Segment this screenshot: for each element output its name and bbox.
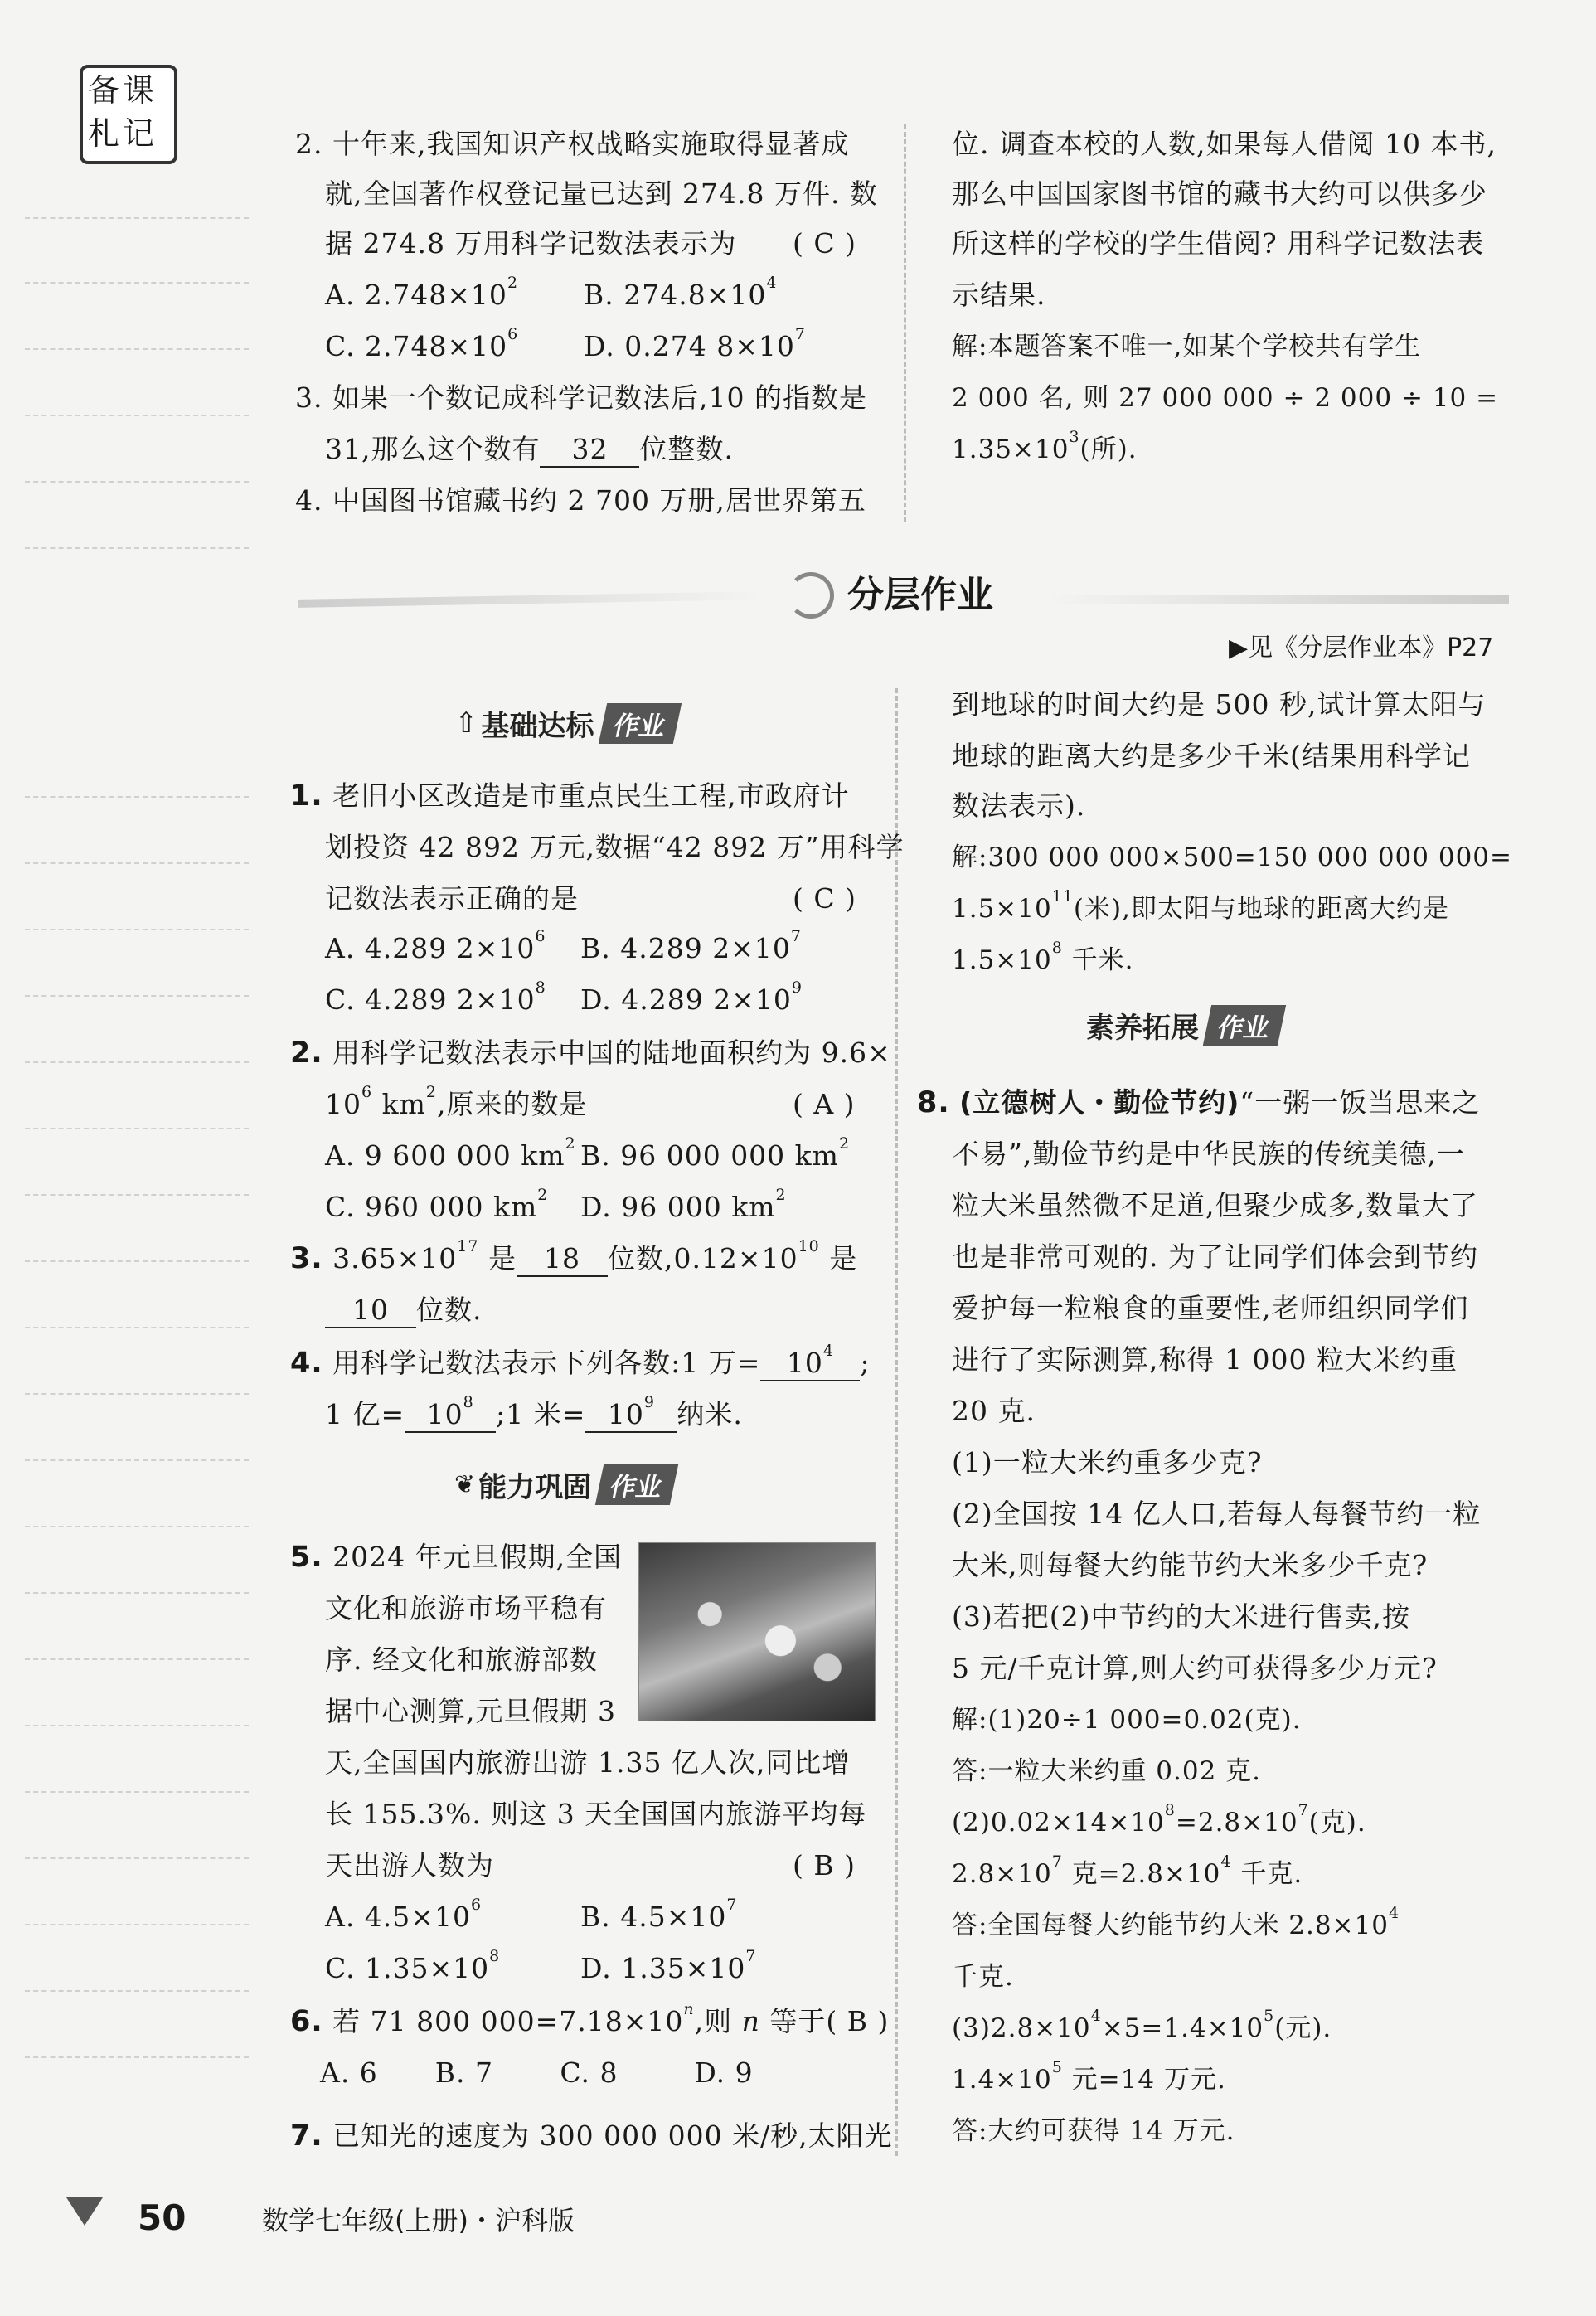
options-row: A. 6 B. 7 C. 8 D. 9	[320, 2056, 754, 2089]
question-text: 据中心测算,元旦假期 3	[325, 1695, 616, 1727]
question-text: 5 元/千克计算,则大约可获得多少万元?	[952, 1652, 1438, 1684]
solution-text: 解:(1)20÷1 000=0.02(克).	[952, 1705, 1302, 1735]
question-text: 序. 经文化和旅游部数	[325, 1644, 598, 1676]
option-a: A. 4.289 $2\times 10^6$	[325, 927, 546, 964]
tag-literacy	[1086, 1007, 1282, 1043]
solution-text: $1.5\times 10^{11}$(米),即太阳与地球的距离大约是	[952, 887, 1449, 924]
solution-text: 千克.	[952, 1962, 1014, 1992]
question-text: 文化和旅游市场平稳有	[325, 1592, 607, 1624]
option-d: D. 4.289 $2\times 10^9$	[580, 978, 803, 1016]
question-text: 所这样的学校的学生借阅? 用科学记数法表	[952, 227, 1485, 260]
question-text: 不易”,勤俭节约是中华民族的传统美德,一	[952, 1138, 1465, 1170]
question-text: 划投资 42 892 万元,数据“42 892 万”用科学	[325, 831, 905, 863]
solution-text: $1.5\times 10^8$ 千米.	[952, 939, 1134, 975]
option-d: D. 96 000 $km^2$	[580, 1186, 787, 1223]
question-5: 5. 2024 年元旦假期,全国	[290, 1541, 623, 1574]
question-text: 天出游人数为	[325, 1849, 494, 1881]
question-text: (1)一粒大米约重多少克?	[952, 1446, 1263, 1478]
question-text: (2)全国按 14 亿人口,若每人每餐节约一粒	[952, 1498, 1482, 1530]
question-text: $10^6$ $km^2$,原来的数是	[325, 1083, 588, 1120]
answer-choice: ( A )	[793, 1088, 856, 1120]
question-2: 2. 用科学记数法表示中国的陆地面积约为 9.6×	[290, 1037, 891, 1070]
question-3: 3. $3.65\times 10^{17}$ 是 18 位数$,0.12\times 10^{10}$ 是	[290, 1237, 858, 1275]
option-c: C. $2.748\times 10^6$	[325, 325, 519, 362]
question-text: 那么中国国家图书馆的藏书大约可以供多少	[952, 177, 1487, 210]
section-header-right-line	[1045, 595, 1509, 604]
question-text: 粒大米虽然微不足道,但聚少成多,数量大了	[952, 1189, 1478, 1221]
answer-blank: $10^8$	[405, 1398, 496, 1433]
solution-text: 答:一粒大米约重 0.02 克.	[952, 1756, 1262, 1786]
option-a: A. $4.5\times 10^6$	[325, 1896, 483, 1933]
leaf-icon: ❦	[454, 1469, 476, 1499]
question-text: 爱护每一粒粮食的重要性,老师组织同学们	[952, 1292, 1469, 1324]
answer-blank: $10^9$	[585, 1398, 677, 1433]
question-7: 7. 已知光的速度为 300 000 000 米/秒,太阳光	[290, 2119, 893, 2153]
tag-basic-label: 基础达标	[481, 709, 594, 743]
question-text: 数法表示).	[952, 789, 1086, 822]
question-text: 长 155.3%. 则这 3 天全国国内旅游平均每	[325, 1798, 867, 1830]
option-b: B. 4.289 $2\times 10^7$	[580, 927, 802, 964]
question-text: 地球的距离大约是多少千米(结果用科学记	[952, 740, 1471, 772]
question-text: 3. 如果一个数记成科学记数法后,10 的指数是	[295, 381, 867, 414]
answer-choice: ( B )	[793, 1849, 856, 1881]
solution-text: 答:大约可获得 14 万元.	[952, 2116, 1235, 2146]
question-text: 20 克.	[952, 1395, 1036, 1427]
question-text: 大米,则每餐大约能节约大米多少千克?	[952, 1549, 1429, 1581]
solution-text: $1.4\times 10^5$ 元=14 万元.	[952, 2058, 1226, 2095]
question-text: 2. 十年来,我国知识产权战略实施取得显著成	[295, 128, 850, 160]
solution-text: 答:全国每餐大约能节约大米 $2.8\times 10^4$	[952, 1904, 1400, 1940]
tag-literacy-label: 素养拓展	[1086, 1011, 1199, 1045]
solution-text: 2 000 名, 则 27 000 000 ÷ 2 000 ÷ 10 =	[952, 383, 1499, 413]
question-text: 天,全国国内旅游出游 1.35 亿人次,同比增	[325, 1746, 851, 1779]
tag-ability-label: 能力巩固	[478, 1470, 592, 1504]
option-a: A. 9 600 000 $km^2$	[325, 1134, 576, 1172]
tag-basic	[454, 705, 677, 741]
question-text: 10 位数.	[325, 1294, 483, 1328]
column-divider	[895, 688, 898, 2156]
option-d: D. $1.35\times 10^7$	[580, 1947, 757, 1984]
question-text: 记数法表示正确的是	[325, 882, 579, 915]
option-d: D. 0.274 $8\times 10^7$	[584, 325, 806, 362]
answer-choice: ( C )	[793, 227, 856, 260]
question-text: 位. 调查本校的人数,如果每人借阅 10 本书,	[952, 128, 1497, 160]
solution-text: $(3)2.8\times 10^4\times 5=1.4\times 10^5$(元).	[952, 2007, 1332, 2043]
question-6: 6. 若 71 800 $000=7.18\times 10^n$,则 n 等于( B )	[290, 2000, 890, 2038]
question-text: 4. 中国图书馆藏书约 2 700 万册,居世界第五	[295, 484, 866, 517]
badge-top: 备课	[88, 72, 158, 109]
option-a: A. $2.748\times 10^2$	[325, 274, 519, 311]
question-text: 据 274.8 万用科学记数法表示为	[325, 227, 737, 260]
tag-ability	[454, 1466, 674, 1503]
question-text: 到地球的时间大约是 500 秒,试计算太阳与	[952, 688, 1487, 721]
option-b: B. $4.5\times 10^7$	[580, 1896, 738, 1933]
arrow-up-icon: ⇧	[454, 706, 478, 740]
section-icon	[788, 572, 834, 619]
question-text: 也是非常可观的. 为了让同学们体会到节约	[952, 1241, 1478, 1273]
solution-text: $2.8\times 10^7$ 克$=2.8\times 10^4$ 千克.	[952, 1852, 1303, 1889]
question-text: (3)若把(2)中节约的大米进行售卖,按	[952, 1600, 1410, 1633]
section-title: 分层作业	[847, 574, 993, 616]
column-divider	[904, 124, 906, 522]
solution-text: 解:本题答案不唯一,如某个学校共有学生	[952, 332, 1422, 362]
tag-zuoye: 作业	[1203, 1005, 1286, 1046]
question-text: 1 亿= $10^8$ ;1 米= $10^9$ 纳米.	[325, 1398, 743, 1433]
answer-blank: 18	[517, 1242, 608, 1277]
tag-zuoye: 作业	[598, 703, 681, 744]
option-c: C. $1.35\times 10^8$	[325, 1947, 501, 1984]
question-text: 就,全国著作权登记量已达到 274.8 万件. 数	[325, 177, 878, 210]
notes-badge	[80, 65, 177, 164]
answer-choice: ( C )	[793, 882, 856, 915]
solution-text: $1.35\times 10^3$(所).	[952, 428, 1138, 464]
answer-blank: 10	[325, 1294, 416, 1328]
footer-ornament-icon	[66, 2197, 103, 2226]
tag-zuoye: 作业	[595, 1464, 678, 1505]
answer-blank: $10^4$	[760, 1347, 860, 1381]
option-b: B. $274.8\times 10^4$	[584, 274, 778, 311]
crowd-photo-icon	[638, 1542, 876, 1721]
question-text: 进行了实际测算,称得 1 000 粒大米约重	[952, 1343, 1458, 1376]
solution-text: 解:300 000 000×500=150 000 000 000=	[952, 842, 1512, 872]
book-title: 数学七年级(上册)・沪科版	[262, 2205, 575, 2236]
page-number: 50	[138, 2197, 187, 2238]
question-4: 4. 用科学记数法表示下列各数:1 万= $10^4$ ;	[290, 1342, 871, 1380]
workbook-reference: ▶见《分层作业本》P27	[1229, 634, 1494, 663]
answer-blank: 32	[540, 433, 639, 468]
section-header-left-line	[298, 591, 763, 608]
badge-bottom: 札记	[88, 115, 158, 152]
question-8: 8. (立德树人・勤俭节约)“一粥一饭当思来之	[917, 1086, 1481, 1119]
option-b: B. 96 000 000 $km^2$	[580, 1134, 851, 1172]
option-c: C. 960 000 $km^2$	[325, 1186, 549, 1223]
option-c: C. 4.289 $2\times 10^8$	[325, 978, 546, 1016]
question-text: 示结果.	[952, 279, 1046, 311]
question-text: 31,那么这个数有 32 位整数.	[325, 433, 734, 468]
solution-text: $(2)0.02\times 14\times 10^8=2.8\times 10^7$(克).	[952, 1801, 1366, 1838]
question-1: 1. 老旧小区改造是市重点民生工程,市政府计	[290, 779, 850, 813]
